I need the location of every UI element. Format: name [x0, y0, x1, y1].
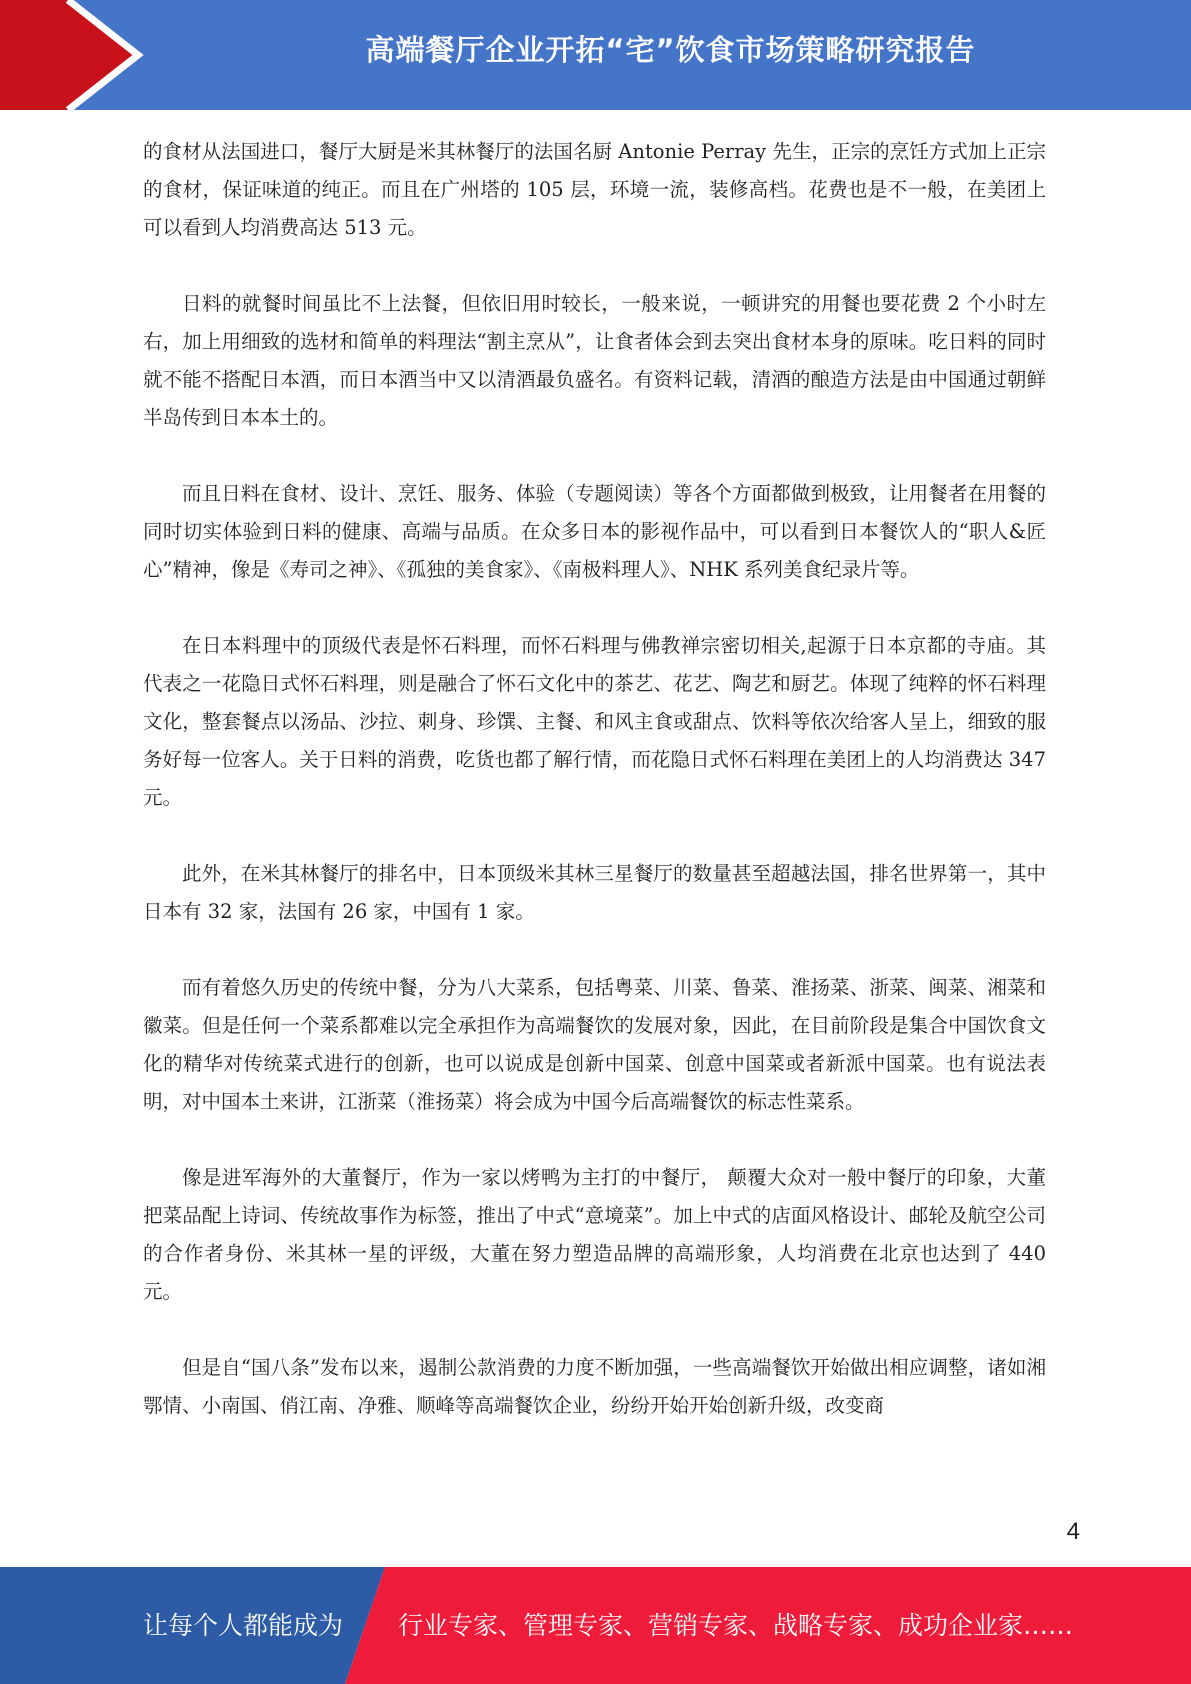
paragraph: 的食材从法国进口，餐厅大厨是米其林餐厅的法国名厨 Antonie Perray 先生，正宗的烹饪方式加上正宗的食材，保证味道的纯正。而且在广州塔的 105 层，环境一流，装修高档。花费也是不一般，在美团上可以看到人均消费高达 513 元。	[143, 140, 1046, 239]
paragraph: 在日本料理中的顶级代表是怀石料理，而怀石料理与佛教禅宗密切相关,起源于日本京都的寺庙。其代表之一花隐日式怀石料理，则是融合了怀石文化中的茶艺、花艺、陶艺和厨艺。体现了纯粹的怀石料理文化，整套餐点以汤品、沙拉、刺身、珍馔、主餐、和风主食或甜点、饮料等依次给客人呈上，细致的服务好每一位客人。关于日料的消费，吃货也都了解行情，而花隐日式怀石料理在美团上的人均消费达 347 元。	[143, 634, 1046, 809]
page-number: 4	[1066, 1518, 1080, 1545]
page-header	[0, 0, 1191, 110]
document-body	[143, 133, 1046, 1463]
paragraph: 但是自“国八条”发布以来，遏制公款消费的力度不断加强，一些高端餐饮开始做出相应调整，诸如湘鄂情、小南国、俏江南、净雅、顺峰等高端餐饮企业，纷纷开始开始创新升级，改变商	[143, 1356, 1046, 1417]
report-title: 高端餐厅企业开拓“宅”饮食市场策略研究报告	[365, 33, 976, 67]
paragraph: 而且日料在食材、设计、烹饪、服务、体验（专题阅读）等各个方面都做到极致，让用餐者在用餐的同时切实体验到日料的健康、高端与品质。在众多日本的影视作品中，可以看到日本餐饮人的“职人&匠心”精神，像是《寿司之神》、《孤独的美食家》、《南极料理人》、NHK 系列美食纪录片等。	[143, 482, 1046, 581]
footer-slogan-right: 行业专家、管理专家、营销专家、战略专家、成功企业家……	[398, 1611, 1074, 1640]
paragraph: 日料的就餐时间虽比不上法餐，但依旧用时较长，一般来说，一顿讲究的用餐也要花费 2 个小时左右，加上用细致的选材和简单的料理法“割主烹从”，让食者体会到去突出食材本身的原味。吃日料的同时就不能不搭配日本酒，而日本酒当中又以清酒最负盛名。有资料记载，清酒的酿造方法是由中国通过朝鲜半岛传到日本本土的。	[143, 292, 1046, 429]
paragraph: 此外，在米其林餐厅的排名中，日本顶级米其林三星餐厅的数量甚至超越法国，排名世界第一，其中日本有 32 家，法国有 26 家，中国有 1 家。	[143, 862, 1046, 923]
paragraph: 而有着悠久历史的传统中餐，分为八大菜系，包括粤菜、川菜、鲁菜、淮扬菜、浙菜、闽菜、湘菜和徽菜。但是任何一个菜系都难以完全承担作为高端餐饮的发展对象，因此，在目前阶段是集合中国饮食文化的精华对传统菜式进行的创新，也可以说成是创新中国菜、创意中国菜或者新派中国菜。也有说法表明，对中国本土来讲，江浙菜（淮扬菜）将会成为中国今后高端餐饮的标志性菜系。	[143, 976, 1046, 1113]
page-footer	[0, 1567, 1191, 1684]
paragraph: 像是进军海外的大董餐厅，作为一家以烤鸭为主打的中餐厅， 颠覆大众对一般中餐厅的印象，大董把菜品配上诗词、传统故事作为标签，推出了中式“意境菜”。加上中式的店面风格设计、邮轮及航空公司的合作者身份、米其林一星的评级，大董在努力塑造品牌的高端形象，人均消费在北京也达到了 440 元。	[143, 1166, 1046, 1303]
footer-slogan-left: 让每个人都能成为	[143, 1611, 344, 1640]
